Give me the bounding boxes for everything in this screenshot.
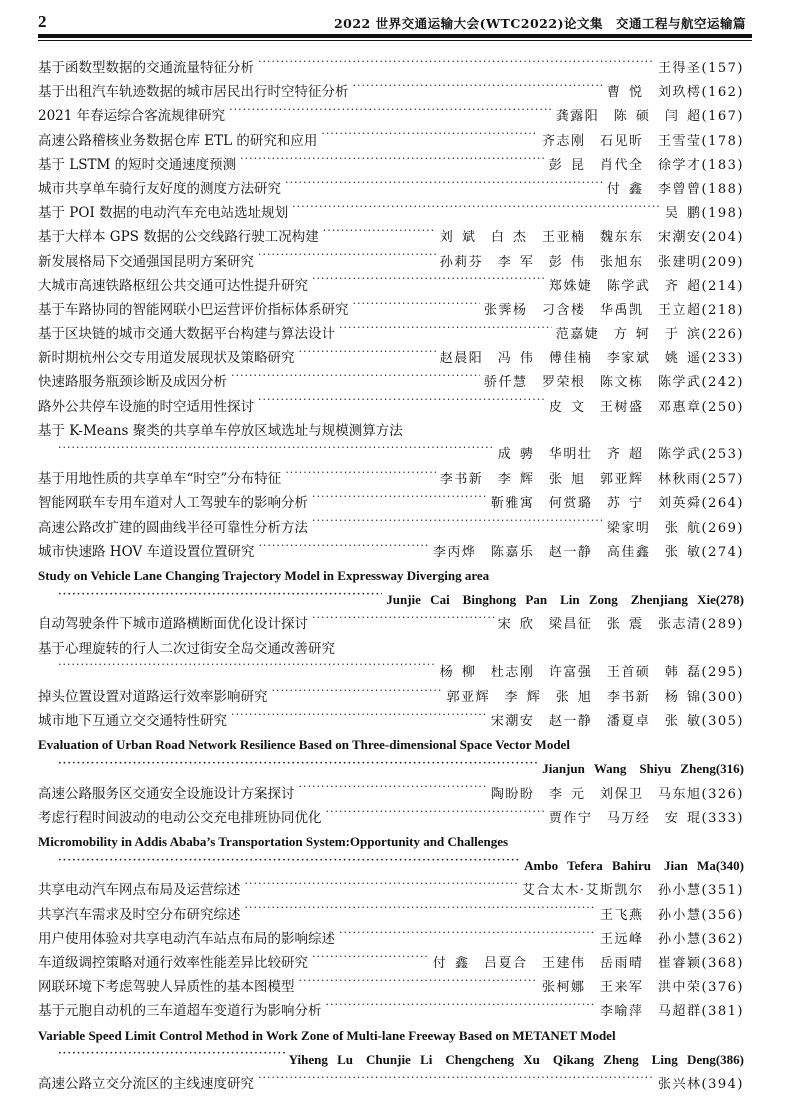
dot-leader bbox=[312, 494, 487, 508]
entry-authors-page: 靳雅寓 何赏璐 苏 宁 刘英舜(264) bbox=[490, 496, 744, 512]
entry-authors-page: 张兴林(394) bbox=[658, 1076, 744, 1092]
dot-leader bbox=[353, 83, 603, 97]
entry-authors-page: 曹 悦 刘玖樗(162) bbox=[606, 85, 744, 101]
dot-leader bbox=[245, 881, 518, 895]
entry-title: 掉头位置设置对道路运行效率影响研究 bbox=[38, 688, 268, 705]
entry-authors-page: 陶盼盼 李 元 刘保卫 马东旭(326) bbox=[490, 786, 744, 802]
entry-authors-page: 张柯娜 王来军 洪中荣(376) bbox=[542, 980, 744, 996]
entry-authors-page: 李丙烨 陈嘉乐 赵一静 高佳鑫 张 敏(274) bbox=[432, 544, 744, 560]
entry-authors-page: 付 鑫 吕夏合 王建伟 岳雨晴 崔睿颖(368) bbox=[432, 955, 744, 971]
entry-title: 新发展格局下交通强国昆明方案研究 bbox=[38, 253, 254, 270]
dot-leader bbox=[258, 1074, 654, 1088]
entry-title: 路外公共停车设施的时空适用性探讨 bbox=[38, 398, 254, 415]
dot-leader bbox=[258, 542, 428, 556]
entry-title: 高速公路稽核业务数据仓库 ETL 的研究和应用 bbox=[38, 132, 318, 149]
toc-entry bbox=[38, 757, 744, 781]
toc-entry bbox=[38, 1024, 744, 1048]
dot-leader bbox=[258, 59, 654, 73]
toc-entry bbox=[38, 177, 744, 201]
dot-leader bbox=[58, 1051, 285, 1064]
toc-entry bbox=[38, 250, 744, 274]
entry-title: 基于大样本 GPS 数据的公交线路行驶工况构建 bbox=[38, 229, 319, 246]
dot-leader bbox=[285, 470, 435, 484]
entry-authors-page: 贾作宁 马万经 安 琨(333) bbox=[548, 810, 744, 826]
entry-authors-page: Junjie Cai Binghong Pan Lin Zong Zhenjiang Xie(278) bbox=[386, 592, 744, 608]
toc-entry bbox=[38, 104, 744, 128]
entry-authors-page: Jianjun Wang Shiyu Zheng(316) bbox=[542, 761, 744, 777]
header-rule-thick bbox=[38, 34, 752, 38]
dot-leader bbox=[299, 349, 436, 363]
dot-leader bbox=[339, 325, 552, 339]
entry-title: 基于 LSTM 的短时交通速度预测 bbox=[38, 156, 237, 173]
dot-leader bbox=[240, 155, 545, 169]
toc-entry bbox=[38, 516, 744, 540]
dot-leader bbox=[229, 107, 552, 121]
toc-entry bbox=[38, 588, 744, 612]
toc-entry bbox=[38, 370, 744, 394]
toc-entry bbox=[38, 999, 744, 1023]
entry-title: 车道级调控策略对通行效率性能差异比较研究 bbox=[38, 954, 308, 971]
toc-entry bbox=[38, 951, 744, 975]
entry-authors-page: 宋潮安 赵一静 潘夏卓 张 敏(305) bbox=[490, 714, 744, 730]
entry-title: 基于区块链的城市交通大数据平台构建与算法设计 bbox=[38, 326, 335, 343]
toc-entry bbox=[38, 56, 744, 80]
entry-authors-page: 赵晨阳 冯 伟 傅佳楠 李家斌 姚 遥(233) bbox=[439, 351, 744, 367]
toc-entry bbox=[38, 395, 744, 419]
dot-leader bbox=[312, 276, 545, 290]
dot-leader bbox=[299, 978, 539, 992]
dot-leader bbox=[58, 857, 520, 870]
dot-leader bbox=[299, 784, 487, 798]
dot-leader bbox=[339, 929, 596, 943]
entry-title: 基于函数型数据的交通流量特征分析 bbox=[38, 60, 254, 76]
entry-authors-page: 成 骋 华明壮 齐 超 陈学武(253) bbox=[497, 447, 744, 462]
entry-authors-page: Yiheng Lu Chunjie Li Chengcheng Xu Qikang Zheng Ling Deng(386) bbox=[288, 1051, 744, 1067]
toc-entry bbox=[38, 80, 744, 104]
dot-leader bbox=[258, 397, 545, 411]
entry-title: 考虑行程时间波动的电动公交充电排班协同优化 bbox=[38, 809, 322, 826]
entry-title: Study on Vehicle Lane Changing Trajectory Model in Expressway Diverging area bbox=[38, 567, 490, 583]
entry-title: 基于 POI 数据的电动汽车充电站选址规划 bbox=[38, 205, 289, 222]
entry-authors-page: 郭亚辉 李 辉 张 旭 李书新 杨 锦(300) bbox=[446, 689, 744, 705]
dot-leader bbox=[58, 591, 382, 604]
toc-entry bbox=[38, 878, 744, 902]
dot-leader bbox=[231, 373, 480, 387]
toc-entry bbox=[38, 806, 744, 830]
entry-title: Variable Speed Limit Control Method in Work Zone of Multi-lane Freeway Based on METANET Model bbox=[38, 1027, 616, 1043]
entry-authors-page: 彭 昆 肖代全 徐学才(183) bbox=[548, 157, 744, 173]
entry-title: 大城市高速铁路枢纽公共交通可达性提升研究 bbox=[38, 277, 308, 294]
dot-leader bbox=[231, 712, 487, 726]
entry-authors-page: 杨 柳 杜志刚 许富强 王首硕 韩 磊(295) bbox=[439, 664, 744, 680]
entry-title: 智能网联车专用车道对人工驾驶车的影响分析 bbox=[38, 495, 308, 512]
dot-leader bbox=[58, 445, 494, 459]
toc-entry bbox=[38, 298, 744, 322]
entry-title: 高速公路服务区交通安全设施设计方案探讨 bbox=[38, 785, 295, 802]
entry-title: 城市地下互通立交交通特性研究 bbox=[38, 713, 227, 730]
toc-entry bbox=[38, 854, 744, 878]
running-head: 2022 世界交通运输大会(WTC2022)论文集 交通工程与航空运输篇 bbox=[333, 16, 746, 31]
entry-authors-page: 郑姝婕 陈学武 齐 超(214) bbox=[548, 278, 744, 294]
entry-title: 基于元胞自动机的三车道超车变道行为影响分析 bbox=[38, 1003, 322, 1020]
dot-leader bbox=[312, 518, 603, 532]
toc-entry bbox=[38, 612, 744, 636]
entry-authors-page: Ambo Tefera Bahiru Jian Ma(340) bbox=[524, 858, 744, 874]
dot-leader bbox=[312, 615, 494, 629]
entry-authors-page: 龚露阳 陈 硕 闫 超(167) bbox=[555, 109, 744, 125]
entry-title: 基于出租汽车轨迹数据的城市居民出行时空特征分析 bbox=[38, 84, 349, 101]
entry-title: 网联环境下考虑驾驶人异质性的基本图模型 bbox=[38, 979, 295, 996]
toc-entry bbox=[38, 540, 744, 564]
entry-authors-page: 范嘉婕 方 轲 于 滨(226) bbox=[555, 327, 744, 343]
page-number: 2 bbox=[38, 12, 47, 31]
header-rule-thin bbox=[38, 40, 752, 41]
entry-authors-page: 宋 欣 梁昌征 张 震 张志清(289) bbox=[497, 617, 744, 633]
entry-authors-page: 艾合太木·艾斯凯尔 孙小慧(351) bbox=[521, 883, 744, 899]
toc-entry bbox=[38, 733, 744, 757]
toc-entry bbox=[38, 201, 744, 225]
dot-leader bbox=[312, 953, 429, 967]
toc-entry bbox=[38, 153, 744, 177]
entry-title: 共享电动汽车网点布局及运营综述 bbox=[38, 882, 241, 899]
toc-entry bbox=[38, 491, 744, 515]
toc-entry bbox=[38, 564, 744, 588]
toc-entry bbox=[38, 467, 744, 491]
dot-leader bbox=[292, 204, 661, 218]
entry-title: 基于心理旋转的行人二次过街安全岛交通改善研究 bbox=[38, 640, 335, 657]
toc-entry bbox=[38, 782, 744, 806]
entry-title: 城市快速路 HOV 车道设置位置研究 bbox=[38, 543, 255, 560]
toc-entry bbox=[38, 1072, 744, 1096]
entry-title: 基于车路协同的智能网联小巴运营评价指标体系研究 bbox=[38, 301, 349, 318]
entry-authors-page: 吴 鹏(198) bbox=[664, 206, 744, 222]
entry-title: Micromobility in Addis Ababa’s Transportation System:Opportunity and Challenges bbox=[38, 834, 509, 849]
toc-entry bbox=[38, 129, 744, 153]
dot-leader bbox=[326, 808, 545, 822]
entry-authors-page: 张霁杨 刁含楼 华禹凯 王立超(218) bbox=[484, 302, 744, 318]
entry-authors-page: 李书新 李 辉 张 旭 郭亚辉 林秋雨(257) bbox=[439, 472, 744, 488]
entry-authors-page: 王飞燕 孙小慧(356) bbox=[600, 907, 744, 923]
entry-title: 基于 K-Means 聚类的共享单车停放区域选址与规模测算方法 bbox=[38, 422, 403, 439]
table-of-contents bbox=[38, 56, 744, 1096]
toc-entry bbox=[38, 346, 744, 370]
dot-leader bbox=[353, 300, 481, 314]
dot-leader bbox=[58, 662, 436, 676]
entry-authors-page: 李喻萍 马超群(381) bbox=[600, 1004, 744, 1020]
toc-entry bbox=[38, 637, 744, 661]
dot-leader bbox=[272, 687, 443, 701]
entry-authors-page: 刘 斌 白 杰 王亚楠 魏东东 宋潮安(204) bbox=[439, 230, 744, 246]
toc-entry bbox=[38, 685, 744, 709]
entry-title: 快速路服务瓶颈诊断及成因分析 bbox=[38, 374, 227, 391]
entry-title: 高速公路改扩建的圆曲线半径可靠性分析方法 bbox=[38, 519, 308, 536]
entry-authors-page: 王远峰 孙小慧(362) bbox=[600, 931, 744, 947]
dot-leader bbox=[323, 228, 436, 242]
toc-entry bbox=[38, 274, 744, 298]
toc-entry bbox=[38, 927, 744, 951]
toc-entry bbox=[38, 830, 744, 854]
entry-title: 高速公路立交分流区的主线速度研究 bbox=[38, 1075, 254, 1092]
dot-leader bbox=[285, 179, 603, 193]
toc-entry bbox=[38, 903, 744, 927]
entry-authors-page: 付 鑫 李曾曾(188) bbox=[606, 181, 744, 197]
page-header bbox=[38, 6, 752, 36]
entry-authors-page: 齐志刚 石见昕 王雪莹(178) bbox=[542, 133, 744, 149]
entry-title: 共享汽车需求及时空分布研究综述 bbox=[38, 906, 241, 923]
entry-title: 基于用地性质的共享单车“时空”分布特征 bbox=[38, 471, 282, 488]
entry-authors-page: 梁家明 张 航(269) bbox=[606, 520, 744, 536]
dot-leader bbox=[245, 905, 597, 919]
entry-title: 新时期杭州公交专用道发展现状及策略研究 bbox=[38, 350, 295, 367]
toc-entry bbox=[38, 225, 744, 249]
toc-entry bbox=[38, 709, 744, 733]
toc-entry bbox=[38, 443, 744, 467]
toc-entry bbox=[38, 322, 744, 346]
toc-entry bbox=[38, 661, 744, 685]
dot-leader bbox=[326, 1002, 597, 1016]
dot-leader bbox=[258, 252, 436, 266]
entry-title: Evaluation of Urban Road Network Resilience Based on Three-dimensional Space Vector Model bbox=[38, 737, 570, 753]
dot-leader bbox=[58, 760, 538, 773]
toc-entry bbox=[38, 975, 744, 999]
entry-authors-page: 王得圣(157) bbox=[658, 61, 744, 76]
entry-authors-page: 骄仟慧 罗荣根 陈文栋 陈学武(242) bbox=[484, 375, 744, 391]
entry-title: 用户使用体验对共享电动汽车站点布局的影响综述 bbox=[38, 930, 335, 947]
entry-authors-page: 孙莉芬 李 军 彭 伟 张旭东 张建明(209) bbox=[439, 254, 744, 270]
entry-authors-page: 皮 文 王树盛 邓惠章(250) bbox=[548, 399, 744, 415]
entry-title: 2021 年春运综合客流规律研究 bbox=[38, 108, 226, 125]
toc-entry bbox=[38, 419, 744, 443]
toc-entry bbox=[38, 1048, 744, 1072]
dot-leader bbox=[321, 131, 538, 145]
entry-title: 城市共享单车骑行友好度的测度方法研究 bbox=[38, 180, 281, 197]
entry-title: 自动驾驶条件下城市道路横断面优化设计探讨 bbox=[38, 616, 308, 633]
